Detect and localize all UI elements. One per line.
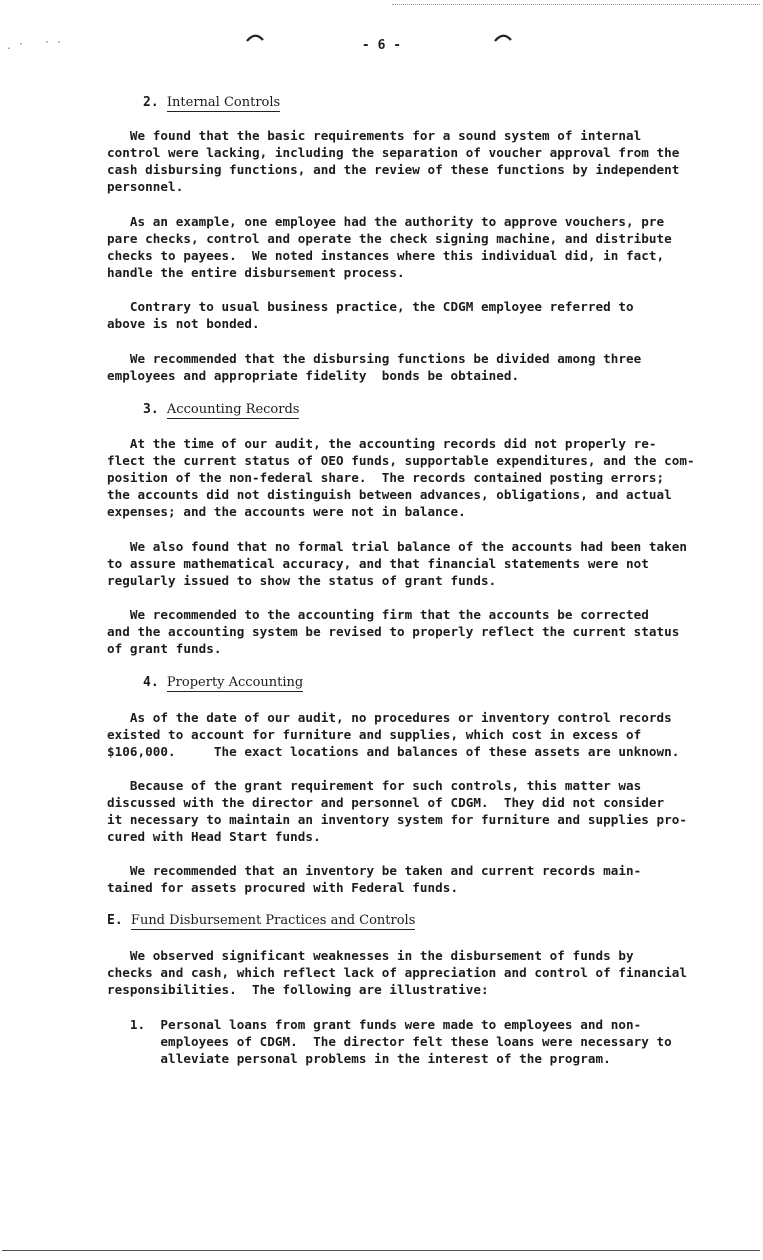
scan-speck: · · [44, 37, 63, 48]
section-title: Accounting Records [166, 402, 300, 417]
paragraph: We recommended that an inventory be taken and current records main- tained for assets procured with Federal funds. [107, 863, 642, 895]
section-heading-property-accounting [143, 674, 303, 691]
top-dotted-rule [392, 4, 760, 5]
section-heading-fund-disbursement [107, 912, 415, 929]
section-number: 4. [143, 675, 159, 690]
paragraph: We recommended to the accounting firm that the accounts be corrected and the accounting system be revised to properly reflect the current status of grant funds. [107, 607, 680, 656]
paragraph: We observed significant weaknesses in the disbursement of funds by checks and cash, which reflect lack of appreciation and control of financial responsibilities. The following are illustrative: [107, 948, 688, 997]
list-item: 1. Personal loans from grant funds were made to employees and non- employees of CDGM. The director felt these loans were necessary to alleviate personal problems in the interest of the program. [129, 1017, 672, 1066]
paragraph: Contrary to usual business practice, the CDGM employee referred to above is not bonded. [107, 299, 634, 331]
paragraph: At the time of our audit, the accounting records did not properly re- flect the current status of OEO funds, supportable expenditures, and the com- position of the non-federal share. The records contained posting errors; the accounts did not distinguish between advances, obligations, and actual expenses; and the accounts were not in balance. [107, 436, 695, 519]
section-number: 2. [143, 95, 159, 110]
section-number: E. [107, 913, 123, 928]
bottom-rule [2, 1250, 760, 1251]
paragraph: Because of the grant requirement for such controls, this matter was discussed with the director and personnel of CDGM. They did not consider it necessary to maintain an inventory system for furniture and supplies pro- cured with Head Start funds. [107, 778, 688, 844]
paragraph: We also found that no formal trial balance of the accounts had been taken to assure mathematical accuracy, and that financial statements were not regularly issued to show the status of grant funds. [107, 539, 688, 588]
section-title: Fund Disbursement Practices and Controls [130, 913, 416, 928]
paragraph: As an example, one employee had the authority to approve vouchers, pre pare checks, control and operate the check signing machine, and distribute checks to payees. We noted instances where this individual did, in fact, handle the entire disbursement process. [107, 214, 672, 280]
scan-speck: · [18, 39, 25, 50]
paragraph: We found that the basic requirements for a sound system of internal control were lacking, including the separation of voucher approval from the cash disbursing functions, and the review of these functions by independent personnel. [107, 128, 680, 194]
section-title: Internal Controls [166, 95, 281, 110]
paragraph: As of the date of our audit, no procedures or inventory control records existed to account for furniture and supplies, which cost in excess of $106,000. The exact locations and balances of these assets are unknown. [107, 710, 680, 759]
section-heading-accounting-records [143, 401, 299, 418]
section-number: 3. [143, 402, 159, 417]
page-number: - 6 - [361, 38, 402, 53]
section-title: Property Accounting [166, 675, 304, 690]
section-heading-internal-controls [143, 94, 280, 111]
scan-speck: . [6, 41, 13, 52]
paragraph: We recommended that the disbursing functions be divided among three employees and appropriate fidelity bonds be obtained. [107, 351, 642, 383]
